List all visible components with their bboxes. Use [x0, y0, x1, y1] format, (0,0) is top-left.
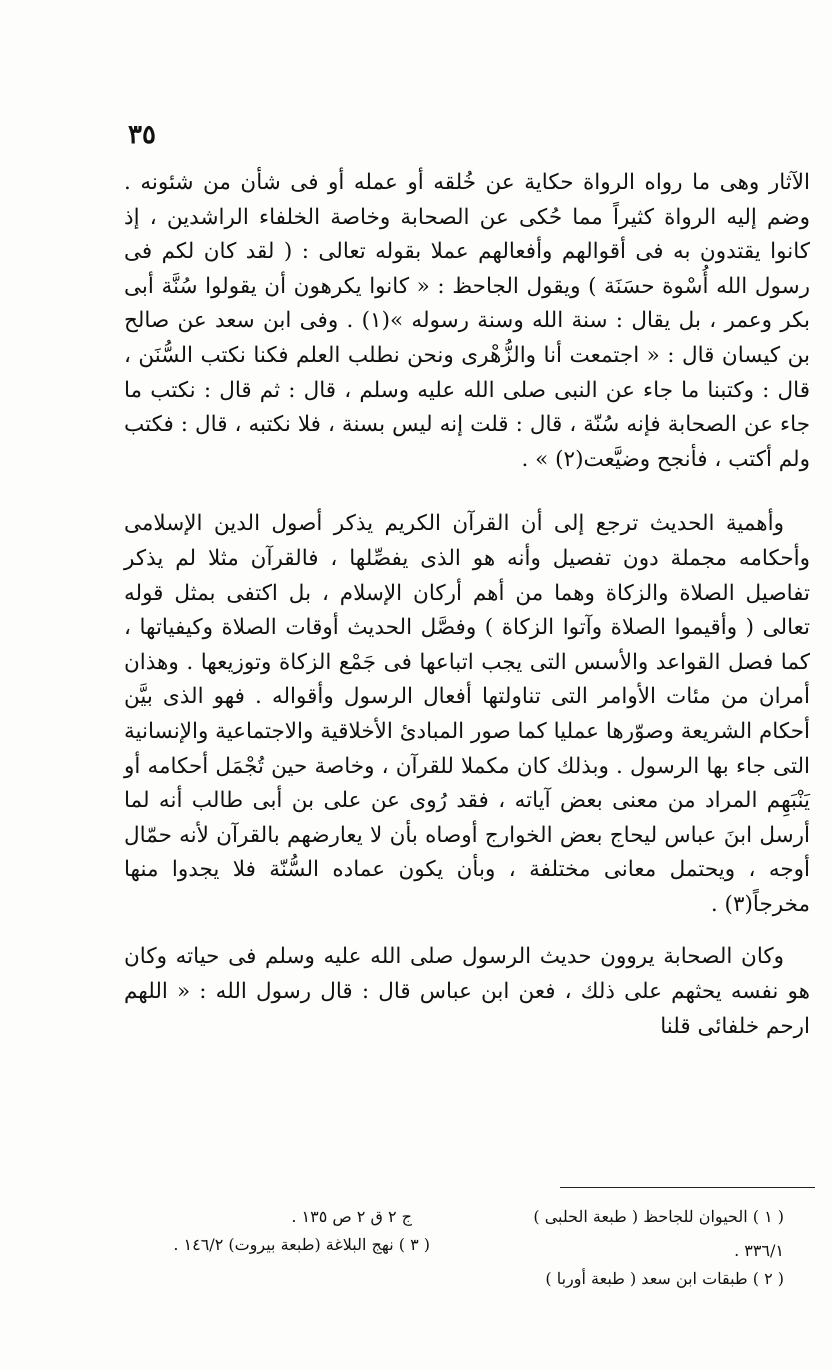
footnote-1-line-2: ٣٣٦/١ . [734, 1241, 784, 1260]
footnote-separator [560, 1187, 815, 1188]
paragraph-3: وكان الصحابة يروون حديث الرسول صلى الله عليه وسلم فى حياته وكان هو نفسه يحثهم على ذلك ، فعن ابن عباس قال : قال رسول الله : « اللهم ارحم خلفائى قلنا [124, 944, 810, 1039]
paragraph-2: وأهمية الحديث ترجع إلى أن القرآن الكريم يذكر أصول الدين الإسلامى وأحكامه مجملة دون تفصيل وأنه هو الذى يفصِّلها ، فالقرآن مثلا لم يذكر تفاصيل الصلاة والزكاة وهما من أهم أركان الإسلام ، بل اكتفى بمثل قوله تعالى ( وأقيموا الصلاة وآتوا الزكاة ) وفصَّل الحديث أوقات الصلاة وكيفياتها ، كما فصل القواعد والأسس التى يجب اتباعها فى جَمْع الزكاة وتوزيعها . وهذان أمران من مئات الأوامر التى تناولتها أفعال الرسول وأقواله . فهو الذى بيَّن أحكام الشريعة وصوّرها عمليا كما صور المبادئ الأخلاقية والاجتماعية والإنسانية التى جاء بها الرسول . وبذلك كان مكملا للقرآن ، وخاصة حين تُجْمَل أحكامه أو يَنْبَهِم المراد من معنى بعض آياته ، فقد رُوى عن على بن أبى طالب أنه لما أرسل ابنَ عباس ليحاج بعض الخوارج أوصاه بأن لا يعارضهم بالقرآن لأنه حمّال أوجه ، ويحتمل معانى مختلفة ، وبأن يكون عماده السُّنّة فلا يجدوا منها مخرجاً(٣) . [124, 511, 810, 917]
footnote-1: ( ١ ) الحيوان للجاحظ ( طبعة الحلبى ) [533, 1207, 784, 1226]
paragraph-1: الآثار وهى ما رواه الرواة حكاية عن خُلقه أو عمله أو فى شأن من شئونه . وضم إليه الرواة كثيراً مما حُكى عن الصحابة وخاصة الخلفاء الراشدين ، إذ كانوا يقتدون به فى أقوالهم وأفعالهم عملا بقوله تعالى : ( لقد كان لكم فى رسول الله أُسْوة حسَنَة ) ويقول الجاحظ : « كانوا يكرهون أن يقولوا سُنَّة أبى بكر وعمر ، بل يقال : سنة الله وسنة رسوله »(١) . وفى ابن سعد عن صالح بن كيسان قال : « اجتمعت أنا والزُّهْرى ونحن نطلب العلم فكنا نكتب السُّنَن ، قال : وكتبنا ما جاء عن النبى صلى الله عليه وسلم ، قال : ثم قال : نكتب ما جاء عن الصحابة فإنه سُنّة ، قال : قلت إنه ليس بسنة ، فلا نكتبه ، قال : فكتب ولم أكتب ، فأنجح وضيَّعت(٢) » . [124, 170, 810, 472]
footnote-2: ( ٢ ) طبقات ابن سعد ( طبعة أوربا ) [545, 1269, 784, 1288]
footnote-3: ( ٣ ) نهج البلاغة (طبعة بيروت) ١٤٦/٢ . [173, 1235, 430, 1254]
main-text [124, 166, 810, 1044]
footnote-1-continuation: ج ٢ ق ٢ ص ١٣٥ . [291, 1207, 412, 1226]
page-number: ٣٥ [128, 120, 156, 150]
